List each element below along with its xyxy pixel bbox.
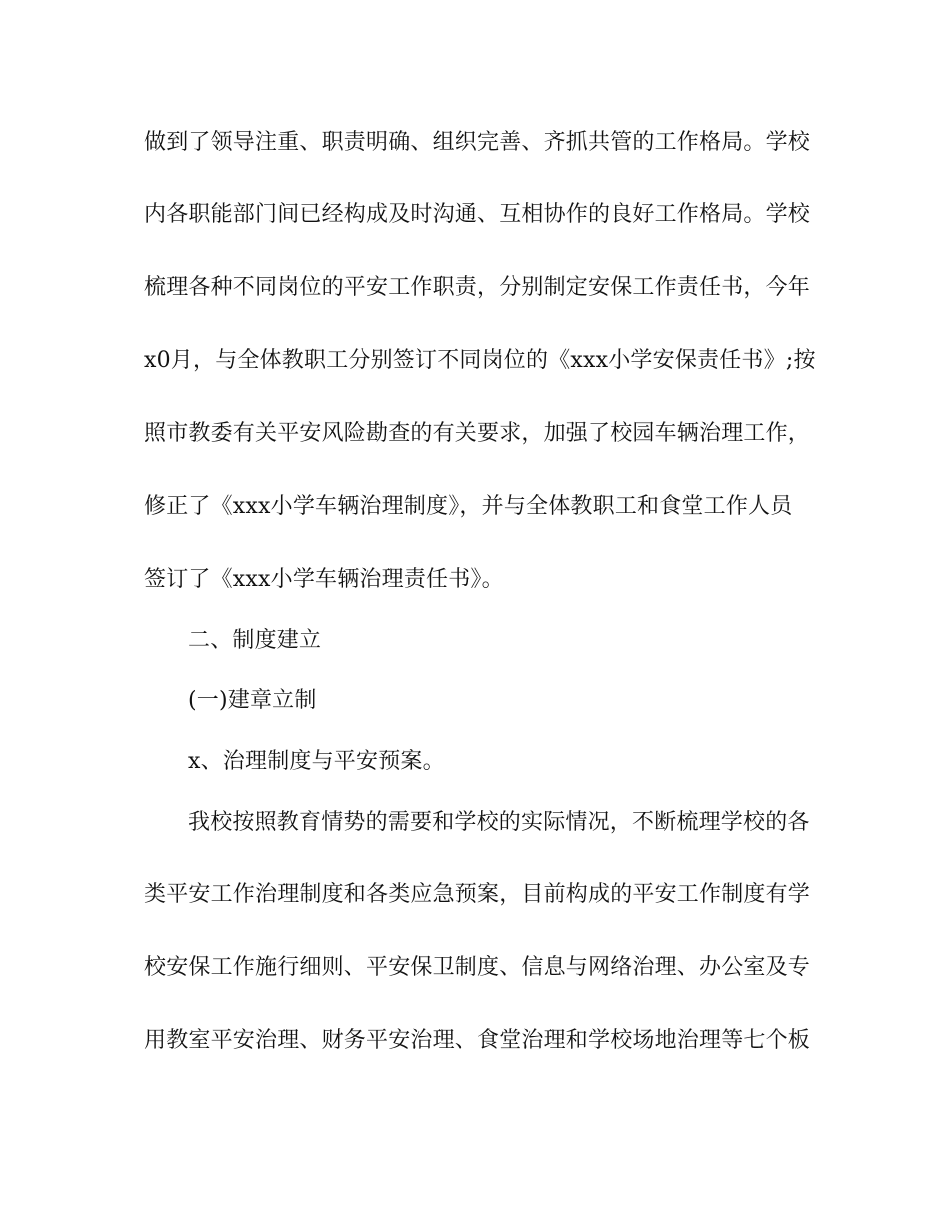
paragraph-line: 修正了《xxx小学车辆治理制度》，并与全体教职工和食堂工作人员 (144, 494, 793, 519)
paragraph-line: 类平安工作治理制度和各类应急预案，目前构成的平安工作制度有学 (144, 882, 811, 907)
paragraph-line: 校安保工作施行细则、平安保卫制度、信息与网络治理、办公室及专 (144, 955, 811, 980)
item-heading: x、治理制度与平安预案。 (188, 749, 445, 774)
subsection-heading: (一)建章立制 (188, 688, 317, 713)
paragraph-line: 梳理各种不同岗位的平安工作职责，分别制定安保工作责任书，今年 (144, 275, 811, 300)
paragraph-line: x0月，与全体教职工分别签订不同岗位的《xxx小学安保责任书》;按 (144, 348, 816, 373)
paragraph-line: 内各职能部门间已经构成及时沟通、互相协作的良好工作格局。学校 (144, 202, 811, 227)
paragraph-line: 用教室平安治理、财务平安治理、食堂治理和学校场地治理等七个板 (144, 1028, 811, 1053)
paragraph-line: 照市教委有关平安风险勘查的有关要求，加强了校园车辆治理工作， (144, 421, 811, 446)
paragraph-line: 签订了《xxx小学车辆治理责任书》。 (144, 567, 504, 592)
section-heading: 二、制度建立 (188, 628, 322, 653)
paragraph-line: 我校按照教育情势的需要和学校的实际情况，不断梳理学校的各 (188, 810, 810, 835)
paragraph-line: 做到了领导注重、职责明确、组织完善、齐抓共管的工作格局。学校 (144, 130, 811, 155)
